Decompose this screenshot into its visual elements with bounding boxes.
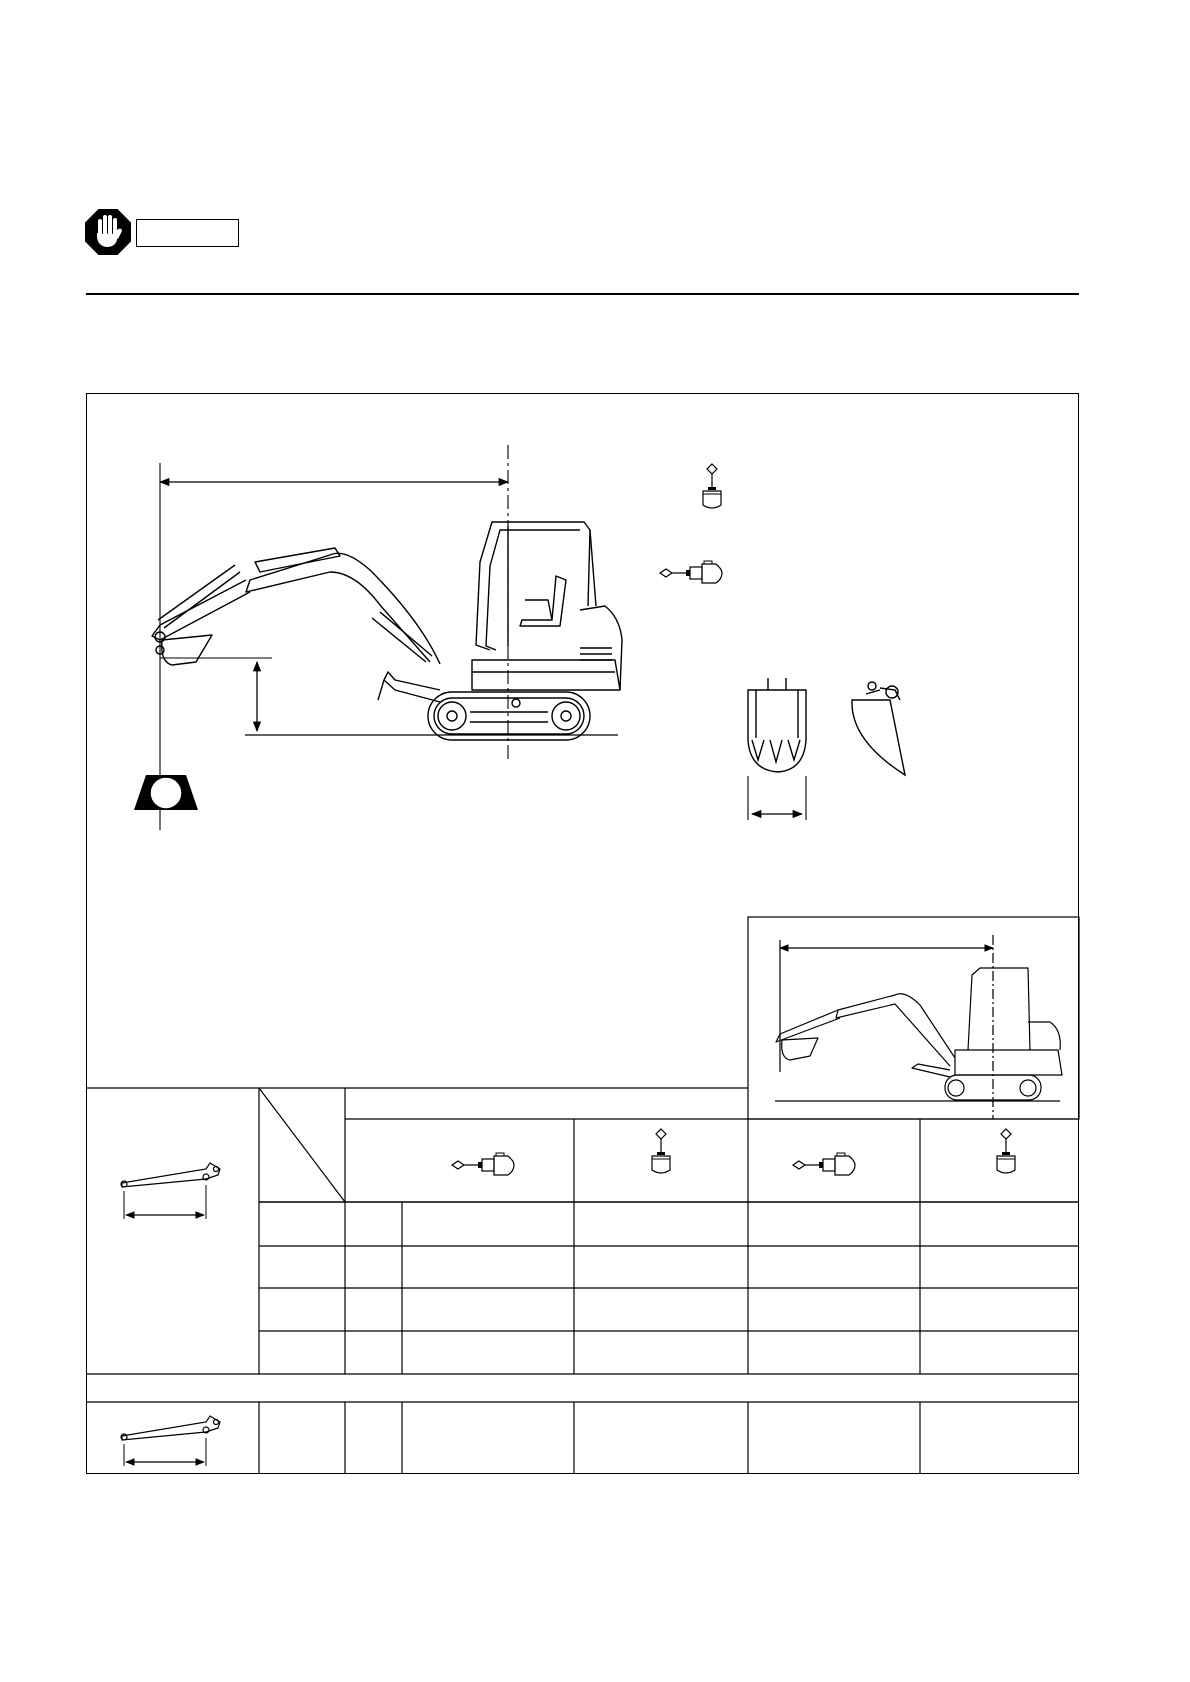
excavator-side-view-inset — [775, 935, 1062, 1119]
motor-pump-icon — [793, 1153, 855, 1175]
arm-long-icon — [121, 1416, 220, 1466]
spec-table — [86, 1088, 1079, 1474]
arm-standard-icon — [121, 1163, 220, 1219]
hand-lever-icon — [997, 1129, 1015, 1173]
bucket-side-view — [852, 682, 905, 775]
motor-pump-icon — [452, 1153, 514, 1175]
bucket-front-view — [748, 678, 806, 820]
motor-pump-icon — [660, 561, 722, 583]
excavator-side-view — [152, 445, 622, 830]
hand-lever-icon — [703, 464, 721, 508]
hand-lever-icon — [652, 1129, 670, 1173]
load-point-symbol — [134, 775, 198, 810]
